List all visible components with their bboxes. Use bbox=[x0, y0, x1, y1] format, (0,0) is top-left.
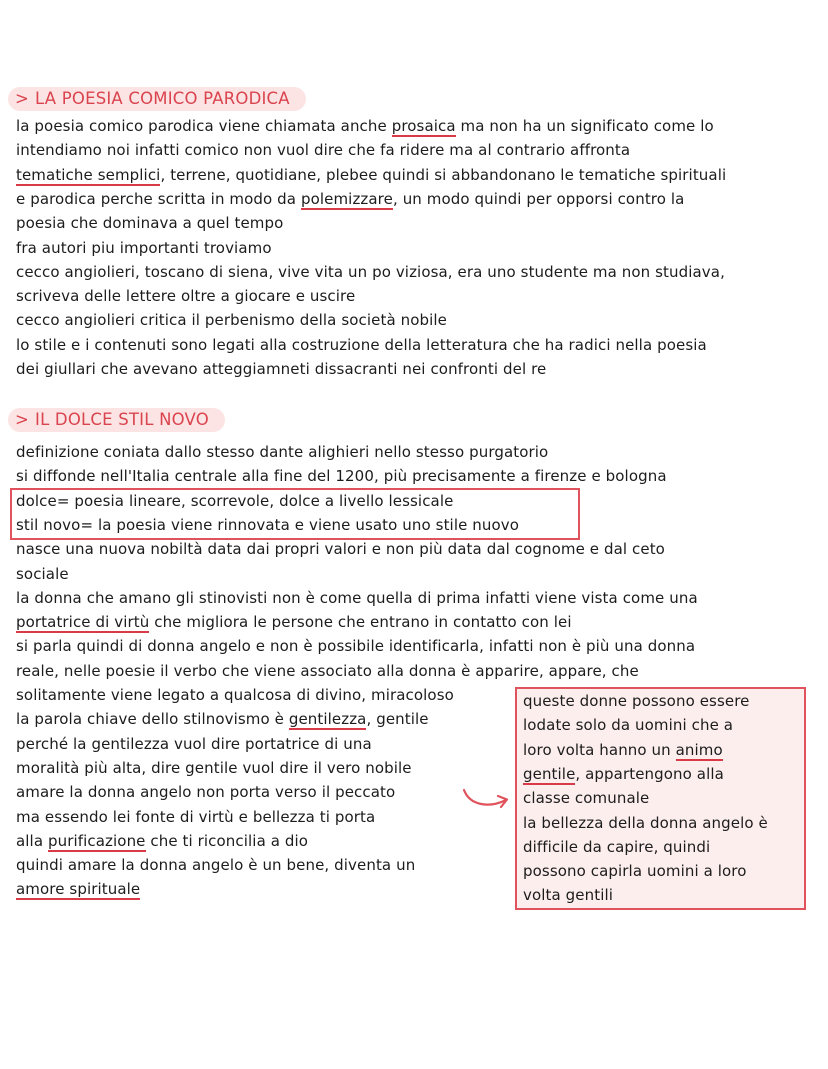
underlined-keyword: portatrice di virtù bbox=[16, 613, 150, 632]
side-note-box bbox=[515, 687, 806, 910]
text-segment: reale, nelle poesie il verbo che viene associato alla donna è apparire, appare, che bbox=[16, 661, 639, 680]
text-line bbox=[16, 853, 415, 877]
text-segment: difficile da capire, quindi bbox=[523, 837, 711, 856]
text-segment: , appartengono alla bbox=[575, 764, 724, 783]
underlined-keyword: animo bbox=[675, 740, 723, 759]
text-line bbox=[523, 713, 733, 737]
text-line bbox=[16, 537, 665, 561]
text-segment: , terrene, quotidiane, plebee quindi si abbandonano le tematiche spirituali bbox=[160, 165, 727, 184]
text-line bbox=[16, 464, 667, 488]
text-line bbox=[16, 187, 684, 211]
text-segment: alla bbox=[16, 831, 48, 850]
text-line bbox=[16, 211, 283, 235]
text-segment: la poesia comico parodica viene chiamata anche bbox=[16, 117, 392, 135]
heading-title: LA POESIA COMICO PARODICA bbox=[35, 89, 290, 108]
text-line bbox=[16, 707, 429, 731]
text-line bbox=[16, 489, 453, 513]
text-segment: moralità più alta, dire gentile vuol dire il vero nobile bbox=[16, 758, 412, 777]
text-segment: poesia che dominava a quel tempo bbox=[16, 214, 284, 233]
text-segment: dei giullari che avevano atteggiamneti dissacranti nei confronti del re bbox=[16, 360, 547, 378]
text-segment: si parla quindi di donna angelo e non è possibile identificarla, infatti non è più una donna bbox=[16, 637, 696, 656]
text-line bbox=[16, 440, 548, 464]
section-heading-dolce-stil-novo bbox=[8, 408, 225, 432]
text-segment: perché la gentilezza vuol dire portatrice di una bbox=[16, 734, 372, 753]
text-segment: lodate solo da uomini che a bbox=[523, 716, 734, 735]
text-segment: possono capirla uomini a loro bbox=[523, 862, 747, 881]
text-line bbox=[16, 732, 372, 756]
text-segment: che migliora le persone che entrano in contatto con lei bbox=[149, 613, 572, 632]
heading-marker: > bbox=[15, 410, 30, 429]
text-line bbox=[523, 859, 747, 883]
text-segment: volta gentili bbox=[523, 886, 614, 905]
text-segment: ma essendo lei fonte di virtù e bellezza ti porta bbox=[16, 807, 376, 826]
text-line bbox=[16, 236, 272, 260]
text-line bbox=[16, 610, 572, 634]
underlined-keyword: gentile bbox=[523, 764, 576, 783]
underlined-keyword: tematiche semplici bbox=[16, 165, 161, 184]
underlined-keyword: amore spirituale bbox=[16, 880, 141, 899]
text-segment: loro volta hanno un bbox=[523, 740, 676, 759]
text-line bbox=[523, 689, 749, 713]
text-line bbox=[16, 780, 395, 804]
text-line bbox=[16, 683, 454, 707]
text-segment: stil novo= la poesia viene rinnovata e viene usato uno stile nuovo bbox=[16, 515, 520, 534]
text-segment: lo stile e i contenuti sono legati alla costruzione della letteratura che ha radici nella poesia bbox=[16, 335, 707, 354]
text-segment: e parodica perche scritta in modo da bbox=[16, 189, 301, 208]
text-segment: intendiamo noi infatti comico non vuol dire che fa ridere ma al contrario affronta bbox=[16, 141, 631, 160]
text-segment: cecco angiolieri, toscano di siena, vive vita un po viziosa, era uno studente ma non studiava, bbox=[16, 262, 725, 281]
text-line bbox=[16, 308, 447, 332]
text-line bbox=[523, 811, 768, 835]
text-line bbox=[16, 284, 355, 308]
text-segment: solitamente viene legato a qualcosa di divino, miracoloso bbox=[16, 686, 454, 704]
underlined-keyword: purificazione bbox=[48, 831, 146, 850]
text-segment: sociale bbox=[16, 564, 69, 583]
text-line bbox=[16, 805, 375, 829]
text-line bbox=[523, 835, 710, 859]
heading-marker: > bbox=[15, 89, 30, 108]
text-line bbox=[16, 659, 639, 683]
text-segment: , gentile bbox=[366, 710, 429, 729]
text-line bbox=[16, 163, 726, 187]
text-segment: fra autori piu importanti troviamo bbox=[16, 238, 272, 257]
underlined-keyword: gentilezza bbox=[288, 710, 367, 729]
text-segment: la donna che amano gli stinovisti non è come quella di prima infatti viene vista come una bbox=[16, 588, 698, 607]
text-segment: la parola chiave dello stilnovismo è bbox=[16, 710, 289, 729]
text-line bbox=[16, 357, 546, 381]
text-line bbox=[16, 333, 707, 357]
text-line bbox=[16, 260, 725, 284]
text-line bbox=[16, 114, 714, 138]
section-heading-poesia-comico-parodica bbox=[8, 87, 306, 111]
text-segment: definizione coniata dallo stesso dante alighieri nello stesso purgatorio bbox=[16, 443, 549, 461]
text-line bbox=[16, 513, 519, 537]
text-segment: scriveva delle lettere oltre a giocare e uscire bbox=[16, 287, 356, 306]
text-line bbox=[16, 586, 698, 610]
text-segment: si diffonde nell'Italia centrale alla fine del 1200, più precisamente a firenze e bologna bbox=[16, 467, 667, 486]
text-segment: queste donne possono essere bbox=[523, 692, 750, 710]
text-line bbox=[16, 756, 412, 780]
text-segment: cecco angiolieri critica il perbenismo della società nobile bbox=[16, 311, 447, 330]
text-segment: , un modo quindi per opporsi contro la bbox=[392, 189, 685, 208]
text-segment: ma non ha un significato come lo bbox=[455, 117, 714, 135]
text-segment: nasce una nuova nobiltà data dai propri valori e non più data dal cognome e dal ceto bbox=[16, 540, 665, 559]
text-line bbox=[523, 738, 723, 762]
curved-arrow-icon bbox=[460, 780, 516, 816]
text-segment: la bellezza della donna angelo è bbox=[523, 813, 768, 832]
text-line bbox=[523, 786, 649, 810]
underlined-keyword: polemizzare bbox=[300, 189, 393, 208]
text-line bbox=[523, 762, 724, 786]
text-line bbox=[16, 562, 69, 586]
heading-title: IL DOLCE STIL NOVO bbox=[35, 410, 209, 429]
text-segment: quindi amare la donna angelo è un bene, diventa un bbox=[16, 856, 416, 875]
text-line bbox=[16, 829, 308, 853]
text-line bbox=[16, 138, 630, 162]
text-segment: amare la donna angelo non porta verso il peccato bbox=[16, 783, 396, 802]
text-segment: dolce= poesia lineare, scorrevole, dolce a livello lessicale bbox=[16, 491, 454, 510]
text-segment: classe comunale bbox=[523, 789, 650, 808]
underlined-keyword: prosaica bbox=[391, 117, 456, 135]
text-segment: che ti riconcilia a dio bbox=[145, 831, 309, 850]
text-line bbox=[16, 634, 695, 658]
text-line bbox=[16, 877, 140, 901]
text-line bbox=[523, 883, 613, 907]
